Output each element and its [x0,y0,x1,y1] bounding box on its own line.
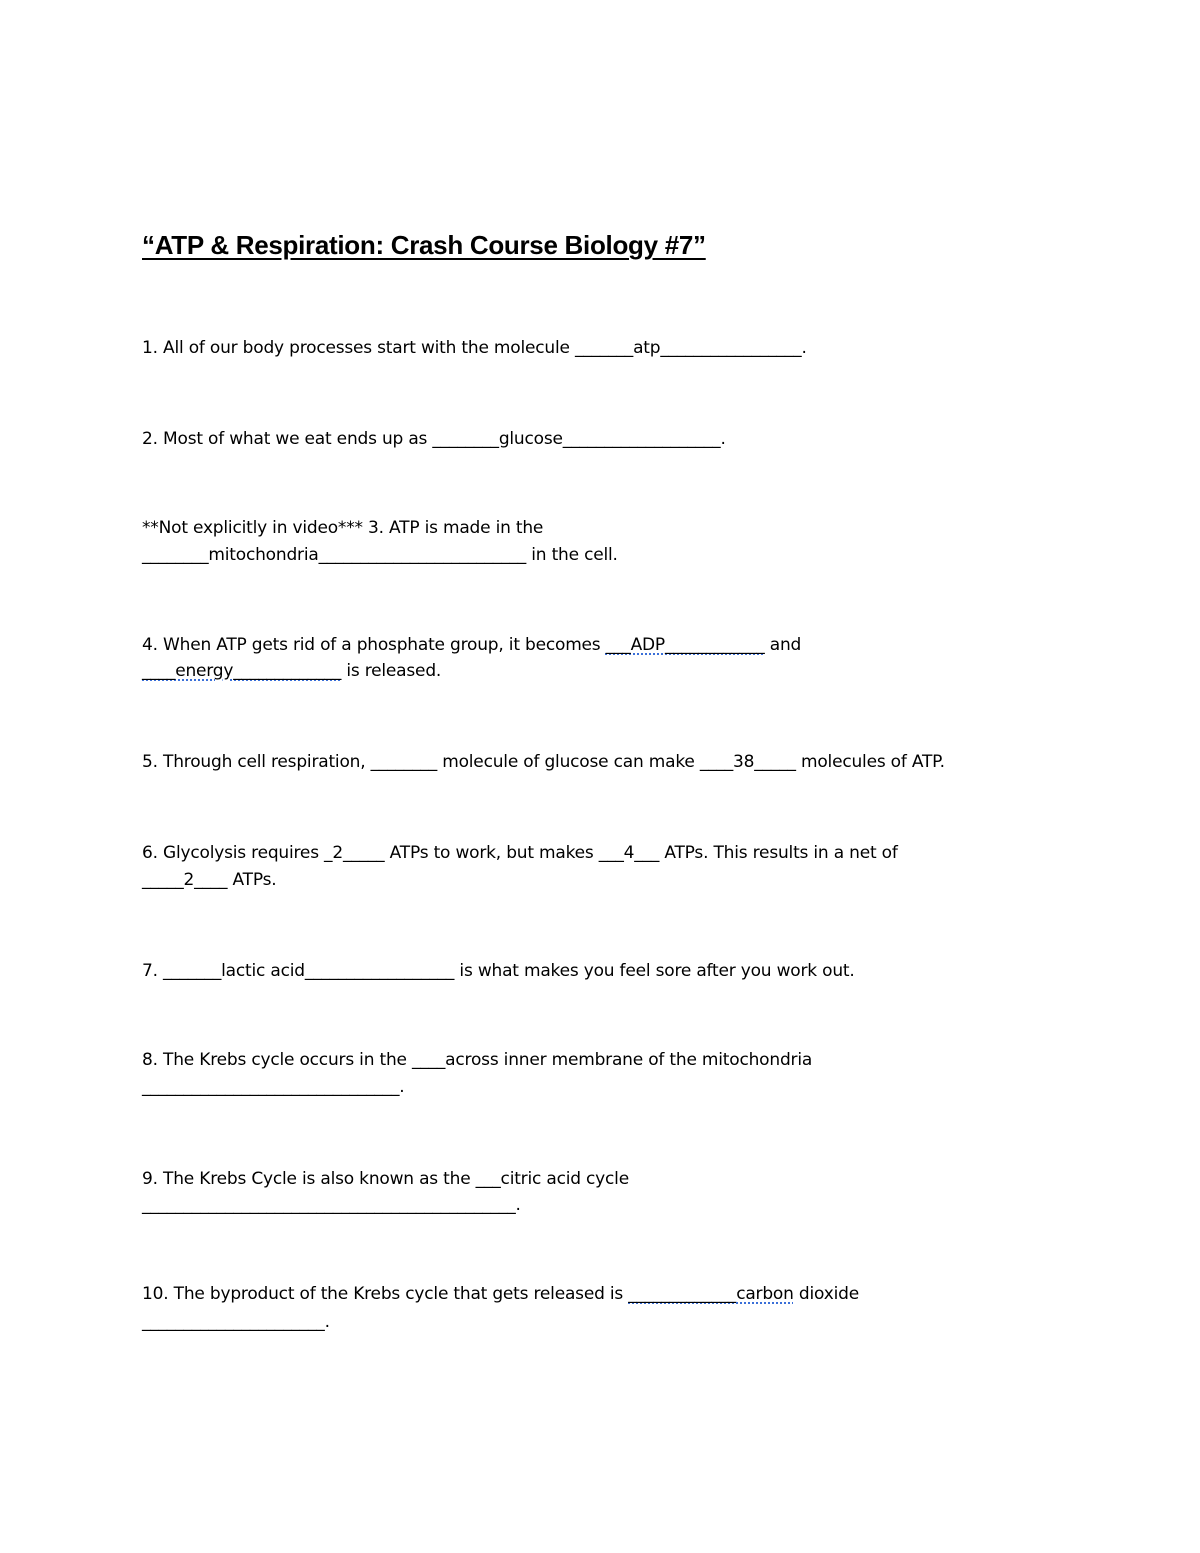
question-9-line-2: _____________________________________________. [142,1195,521,1215]
question-2: 2. Most of what we eat ends up as ________glucose___________________. [142,429,726,449]
question-8-line-2: _______________________________. [142,1077,405,1097]
question-8-line-1: 8. The Krebs cycle occurs in the ____across inner membrane of the mitochondria [142,1050,813,1070]
question-7: 7. _______lactic acid__________________ is what makes you feel sore after you work out. [142,961,855,981]
question-6-line-1: 6. Glycolysis requires _2_____ ATPs to work, but makes ___4___ ATPs. This results in a net of [142,843,898,863]
question-4-answer-energy: ____energy_____________ [142,661,342,681]
question-10-line-2: ______________________. [142,1312,330,1332]
question-10-blank: _____________ [628,1284,737,1304]
question-4-suffix: is released. [341,661,442,681]
question-4-line-1 [142,635,801,655]
question-1: 1. All of our body processes start with the molecule _______atp_________________. [142,338,807,358]
question-4-prefix: 4. When ATP gets rid of a phosphate group, it becomes [142,635,606,655]
question-4-and: and [764,635,802,655]
question-3-line-2: ________mitochondria_________________________ in the cell. [142,545,618,565]
question-10-prefix: 10. The byproduct of the Krebs cycle that gets released is [142,1284,629,1304]
question-9-line-1: 9. The Krebs Cycle is also known as the ___citric acid cycle [142,1169,629,1189]
question-5: 5. Through cell respiration, ________ molecule of glucose can make ____38_____ molecules of ATP. [142,752,945,772]
question-6-line-2: _____2____ ATPs. [142,870,277,890]
question-3-line-1: **Not explicitly in video*** 3. ATP is made in the [142,518,544,538]
question-4-line-2 [142,661,441,681]
question-10-answer-dioxide: dioxide [793,1284,859,1304]
question-4-answer-adp: ___ADP____________ [605,635,765,655]
question-10-answer-carbon: carbon [736,1284,794,1304]
page-title: “ATP & Respiration: Crash Course Biology #7” [142,230,706,260]
question-10-line-1 [142,1284,859,1304]
